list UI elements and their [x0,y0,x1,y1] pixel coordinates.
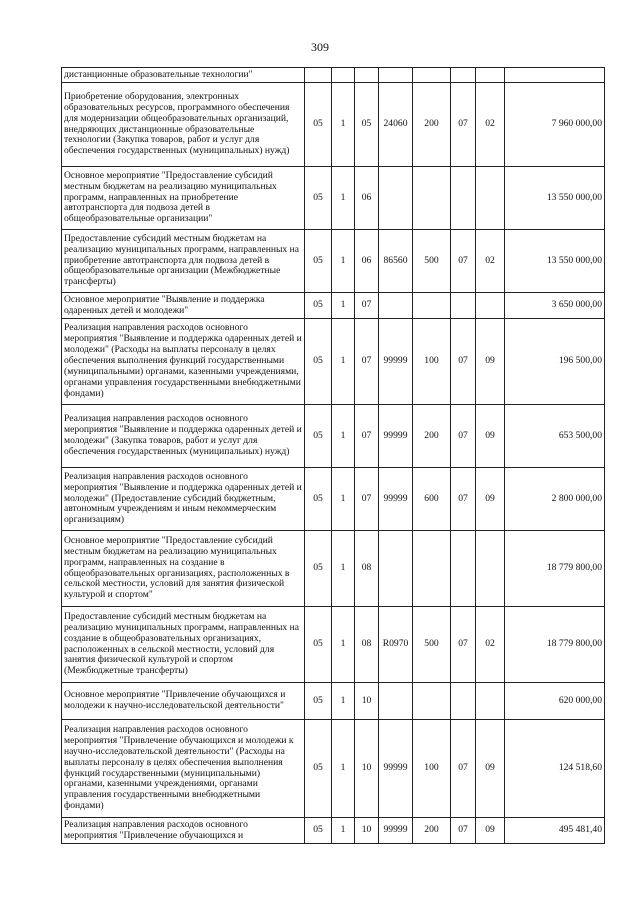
section-code [451,531,476,607]
amount: 620 000,00 [505,683,605,720]
activity-code: 07 [355,405,379,468]
amount [505,68,605,83]
program-code: 05 [305,319,332,405]
subprogram-code: 1 [332,293,355,319]
expense-type-code: 200 [413,818,451,844]
subprogram-code: 1 [332,720,355,818]
activity-code: 07 [355,293,379,319]
activity-code: 07 [355,468,379,531]
section-code [451,68,476,83]
row-description: Реализация направления расходов основного мероприятия "Привлечение обучающихся и молодежи к научно-исследовательской деятельности" (Расходы на выплаты персоналу в целях обеспечения выполнения функций государственными (муниципальными) органами, казенными учреждениями, органами управления государственными внебюджетными фондами) [62,720,305,818]
subprogram-code: 1 [332,405,355,468]
table-row [62,531,605,607]
program-code: 05 [305,683,332,720]
row-description: Реализация направления расходов основного мероприятия "Выявление и поддержка одаренных детей и молодежи" (Расходы на выплаты персоналу в целях обеспечения выполнения функций государственными (муниципальными) органами, казенными учреждениями, органами управления государственными внебюджетными фондами) [62,319,305,405]
row-description: Реализация направления расходов основного мероприятия "Привлечение обучающихся и [62,818,305,844]
subsection-code: 02 [476,607,505,683]
amount: 124 518,60 [505,720,605,818]
subsection-code: 09 [476,720,505,818]
program-code: 05 [305,230,332,293]
subsection-code: 09 [476,818,505,844]
budget-table [61,67,605,844]
activity-code: 10 [355,818,379,844]
expense-type-code: 200 [413,83,451,167]
activity-code: 06 [355,167,379,230]
subsection-code: 09 [476,468,505,531]
section-code: 07 [451,720,476,818]
subprogram-code: 1 [332,818,355,844]
section-code: 07 [451,468,476,531]
activity-code: 10 [355,720,379,818]
expense-type-code [413,293,451,319]
amount: 196 500,00 [505,319,605,405]
subsection-code [476,683,505,720]
direction-code: 86560 [379,230,413,293]
program-code: 05 [305,531,332,607]
subsection-code: 09 [476,319,505,405]
table-row [62,230,605,293]
row-description: Реализация направления расходов основного мероприятия "Выявление и поддержка одаренных детей и молодежи" (Закупка товаров, работ и услуг для обеспечения государственных (муниципальных) нужд) [62,405,305,468]
expense-type-code: 200 [413,405,451,468]
amount: 653 500,00 [505,405,605,468]
section-code: 07 [451,607,476,683]
row-description: Основное мероприятие "Предоставление субсидий местным бюджетам на реализацию муниципальных программ, направленных на приобретение автотранспорта для подвоза детей в общеобразовательные организации" [62,167,305,230]
section-code: 07 [451,818,476,844]
expense-type-code: 500 [413,230,451,293]
section-code: 07 [451,405,476,468]
direction-code: 99999 [379,405,413,468]
table-row [62,818,605,844]
table-row [62,683,605,720]
table-row [62,468,605,531]
direction-code: R0970 [379,607,413,683]
row-description: Предоставление субсидий местным бюджетам на реализацию муниципальных программ, направленных на создание в общеобразовательных организациях, расположенных в сельской местности, условий для занятия физической культурой и спортом (Межбюджетные трансферты) [62,607,305,683]
row-description: Основное мероприятие "Предоставление субсидий местным бюджетам на реализацию муниципальных программ, направленных на создание в общеобразовательных организациях, расположенных в сельской местности, условий для занятия физической культурой и спортом" [62,531,305,607]
amount: 3 650 000,00 [505,293,605,319]
amount: 495 481,40 [505,818,605,844]
table-row [62,293,605,319]
expense-type-code [413,683,451,720]
subsection-code: 09 [476,405,505,468]
direction-code [379,683,413,720]
amount: 2 800 000,00 [505,468,605,531]
program-code: 05 [305,720,332,818]
subprogram-code: 1 [332,230,355,293]
activity-code: 08 [355,607,379,683]
section-code: 07 [451,83,476,167]
subprogram-code: 1 [332,468,355,531]
subprogram-code: 1 [332,167,355,230]
section-code [451,683,476,720]
row-description: Реализация направления расходов основного мероприятия "Выявление и поддержка одаренных детей и молодежи" (Предоставление субсидий бюджетным, автономным учреждениям и иным некоммерческим организациям) [62,468,305,531]
table-row [62,720,605,818]
row-description: Основное мероприятие "Выявление и поддержка одаренных детей и молодежи" [62,293,305,319]
direction-code [379,531,413,607]
direction-code: 99999 [379,818,413,844]
table-row [62,319,605,405]
program-code: 05 [305,405,332,468]
subprogram-code: 1 [332,319,355,405]
table-body [62,68,605,844]
subsection-code [476,531,505,607]
activity-code: 10 [355,683,379,720]
subsection-code: 02 [476,83,505,167]
program-code [305,68,332,83]
expense-type-code: 500 [413,607,451,683]
page-number: 309 [311,40,329,54]
subprogram-code: 1 [332,607,355,683]
subsection-code [476,167,505,230]
activity-code: 08 [355,531,379,607]
amount: 7 960 000,00 [505,83,605,167]
program-code: 05 [305,167,332,230]
program-code: 05 [305,468,332,531]
subprogram-code: 1 [332,683,355,720]
amount: 13 550 000,00 [505,167,605,230]
direction-code: 99999 [379,720,413,818]
expense-type-code: 600 [413,468,451,531]
subsection-code [476,68,505,83]
row-description: Предоставление субсидий местным бюджетам на реализацию муниципальных программ, направленных на приобретение автотранспорта для подвоза детей в общеобразовательные организации (Межбюджетные трансферты) [62,230,305,293]
program-code: 05 [305,818,332,844]
direction-code: 99999 [379,319,413,405]
direction-code: 99999 [379,468,413,531]
expense-type-code [413,531,451,607]
row-description: Приобретение оборудования, электронных образовательных ресурсов, программного обеспечения для модернизации общеобразовательных организаций, внедряющих дистанционные образовательные технологии (Закупка товаров, работ и услуг для обеспечения государственных (муниципальных) нужд) [62,83,305,167]
section-code: 07 [451,319,476,405]
table-row [62,167,605,230]
direction-code [379,68,413,83]
direction-code: 24060 [379,83,413,167]
subprogram-code: 1 [332,531,355,607]
activity-code: 07 [355,319,379,405]
expense-type-code: 100 [413,720,451,818]
activity-code: 06 [355,230,379,293]
activity-code: 05 [355,83,379,167]
table-row [62,607,605,683]
section-code [451,167,476,230]
expense-type-code [413,68,451,83]
subsection-code [476,293,505,319]
program-code: 05 [305,293,332,319]
row-description: Основное мероприятие "Привлечение обучающихся и молодежи к научно-исследовательской деятельности" [62,683,305,720]
section-code [451,293,476,319]
program-code: 05 [305,83,332,167]
subprogram-code [332,68,355,83]
direction-code [379,167,413,230]
subsection-code: 02 [476,230,505,293]
amount: 18 779 800,00 [505,531,605,607]
amount: 13 550 000,00 [505,230,605,293]
program-code: 05 [305,607,332,683]
activity-code [355,68,379,83]
section-code: 07 [451,230,476,293]
expense-type-code: 100 [413,319,451,405]
direction-code [379,293,413,319]
subprogram-code: 1 [332,83,355,167]
row-description: дистанционные образовательные технологии" [62,68,305,83]
amount: 18 779 800,00 [505,607,605,683]
table-row [62,83,605,167]
table-row [62,405,605,468]
expense-type-code [413,167,451,230]
table-row [62,68,605,83]
